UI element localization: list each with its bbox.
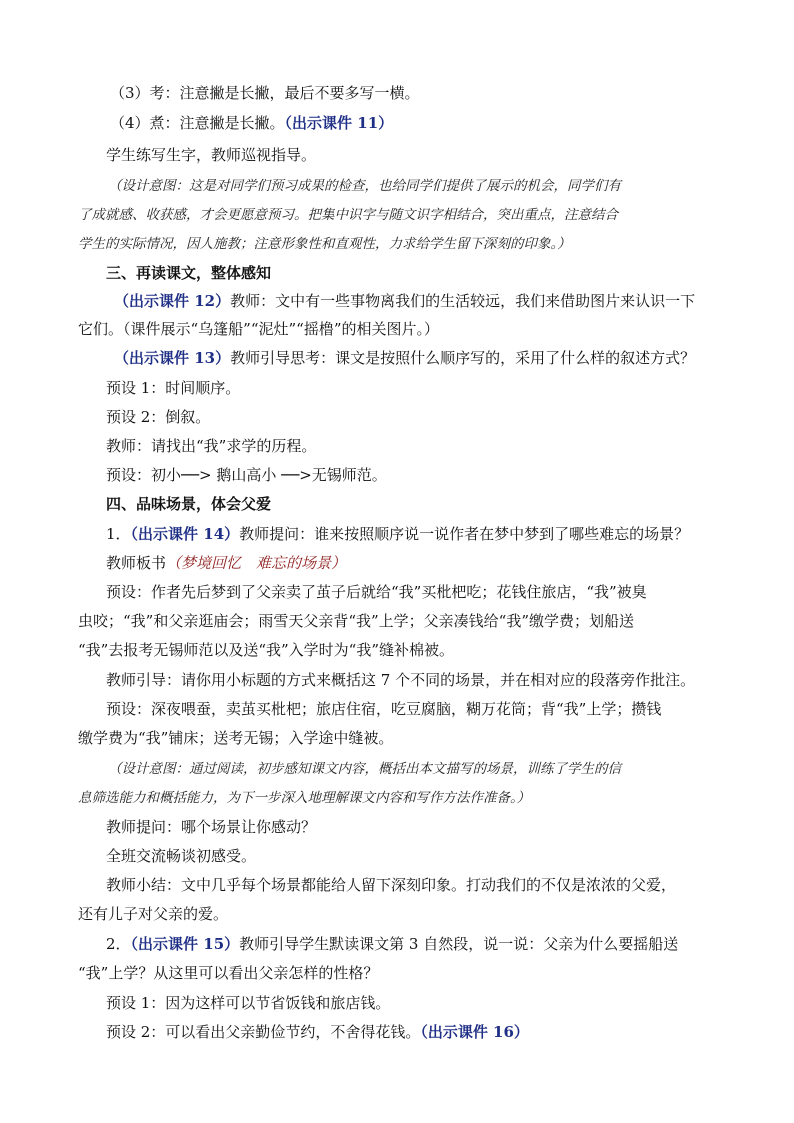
text-segment: 教师提问：哪个场景让你感动？ <box>106 818 317 836</box>
text-segment: 全班交流畅谈初感受。 <box>106 847 257 865</box>
text-segment: 教师提问：谁来按照顺序说一说作者在梦中梦到了哪些难忘的场景？ <box>239 525 690 543</box>
text-segment: （3）考：注意撇是长撇，最后不要多写一横。 <box>110 84 420 102</box>
line-16 <box>106 519 756 549</box>
design-note-line-4 <box>108 754 758 784</box>
courseware-ref: （出示课件 12） <box>114 292 231 310</box>
line-8 <box>114 286 764 316</box>
line-30 <box>106 929 756 959</box>
line-18 <box>106 577 756 607</box>
text-segment: 预设 1：时间顺序。 <box>106 379 241 397</box>
courseware-ref: （出示课件 11） <box>284 114 394 132</box>
text-segment: 教师：请找出“我”求学的历程。 <box>106 437 317 455</box>
line-31 <box>78 958 728 988</box>
line-28 <box>106 870 756 900</box>
line-20 <box>78 635 728 665</box>
line-29 <box>78 899 728 929</box>
text-segment: 缴学费为“我”铺床；送考无锡；入学途中缝被。 <box>78 729 394 747</box>
text-segment: 教师引导：请你用小标题的方式来概括这 7 个不同的场景，并在相对应的段落旁作批注。 <box>106 671 696 689</box>
design-note-line-1 <box>108 171 758 201</box>
courseware-ref: （出示课件 14） <box>130 525 240 543</box>
line-10 <box>114 343 764 373</box>
text-segment: 1． <box>106 525 131 543</box>
line-17 <box>106 548 756 578</box>
text-segment: 四、品味场景，体会父爱 <box>106 495 272 513</box>
line-23 <box>78 723 728 753</box>
text-segment: 三、再读课文，整体感知 <box>106 264 272 282</box>
design-note-line-2 <box>78 200 728 230</box>
line-26 <box>106 812 756 842</box>
design-note-line-5 <box>78 783 728 813</box>
text-segment: 学生练写生字，教师巡视指导。 <box>106 146 317 164</box>
line-19 <box>78 606 728 636</box>
line-13 <box>106 431 756 461</box>
text-segment: 2． <box>106 935 131 953</box>
section-heading-4 <box>106 489 756 519</box>
line-9 <box>78 314 728 344</box>
text-segment: （4）煮：注意撇是长撇。 <box>110 114 285 132</box>
text-segment: 预设 1：因为这样可以节省饭钱和旅店钱。 <box>106 994 391 1012</box>
text-segment: “我”上学？从这里可以看出父亲怎样的性格？ <box>78 964 379 982</box>
text-segment: 虫咬；“我”和父亲逛庙会；雨雪天父亲背“我”上学；父亲凑钱给“我”缴学费；划船送 <box>78 612 635 630</box>
line-11 <box>106 373 756 403</box>
text-segment: 它们。（课件展示“乌篷船”“泥灶”“摇橹”的相关图片。） <box>78 320 440 338</box>
courseware-ref: （出示课件 13） <box>114 349 231 367</box>
text-segment: 教师引导学生默读课文第 3 自然段，说一说：父亲为什么要摇船送 <box>239 935 679 953</box>
design-note-line-3 <box>78 229 728 259</box>
line-3 <box>106 140 756 170</box>
text-segment: 教师小结：文中几乎每个场景都能给人留下深刻印象。打动我们的不仅是浓浓的父爱， <box>106 876 677 894</box>
text-segment: 息筛选能力和概括能力，为下一步深入地理解课文内容和写作方法作准备。） <box>78 790 531 806</box>
text-segment: 还有儿子对父亲的爱。 <box>78 905 229 923</box>
board-writing: （梦境回忆 难忘的场景） <box>166 554 347 572</box>
section-heading-3 <box>106 258 756 288</box>
line-21 <box>106 665 756 695</box>
text-segment: 预设：深夜喂蚕，卖茧买枇杷；旅店住宿，吃豆腐脑，糊万花筒；背“我”上学；攒钱 <box>106 700 662 718</box>
line-14 <box>106 460 756 490</box>
text-segment: 教师引导思考：课文是按照什么顺序写的，采用了什么样的叙述方式？ <box>230 349 696 367</box>
line-33 <box>106 1017 756 1047</box>
courseware-ref: （出示课件 15） <box>130 935 240 953</box>
text-segment: 教师板书 <box>106 554 167 572</box>
text-segment: （设计意图：这是对同学们预习成果的检查，也给同学们提供了展示的机会，同学们有 <box>108 178 621 194</box>
text-segment: 预设 2：倒叙。 <box>106 408 211 426</box>
text-segment: 了成就感、收获感，才会更愿意预习。把集中识字与随文识字相结合，突出重点，注意结合 <box>78 207 618 223</box>
text-segment: 预设：初小──> 鹅山高小 ──>无锡师范。 <box>106 466 387 484</box>
text-segment: 学生的实际情况，因人施教；注意形象性和直观性，力求给学生留下深刻的印象。） <box>78 236 571 252</box>
text-segment: 预设：作者先后梦到了父亲卖了茧子后就给“我”买枇杷吃；花钱住旅店，“我”被臭 <box>106 583 647 601</box>
text-segment: （设计意图：通过阅读，初步感知课文内容，概括出本文描写的场景，训练了学生的信 <box>108 761 621 777</box>
text-segment: “我”去报考无锡师范以及送“我”入学时为“我”缝补棉被。 <box>78 641 455 659</box>
text-segment: 教师：文中有一些事物离我们的生活较远，我们来借助图片来认识一下 <box>230 292 696 310</box>
line-27 <box>106 841 756 871</box>
line-1 <box>110 78 760 108</box>
line-32 <box>106 988 756 1018</box>
courseware-ref: （出示课件 16） <box>420 1023 529 1041</box>
text-segment: 预设 2：可以看出父亲勤俭节约，不舍得花钱。 <box>106 1023 421 1041</box>
line-12 <box>106 402 756 432</box>
line-22 <box>106 694 756 724</box>
line-2 <box>110 108 760 138</box>
